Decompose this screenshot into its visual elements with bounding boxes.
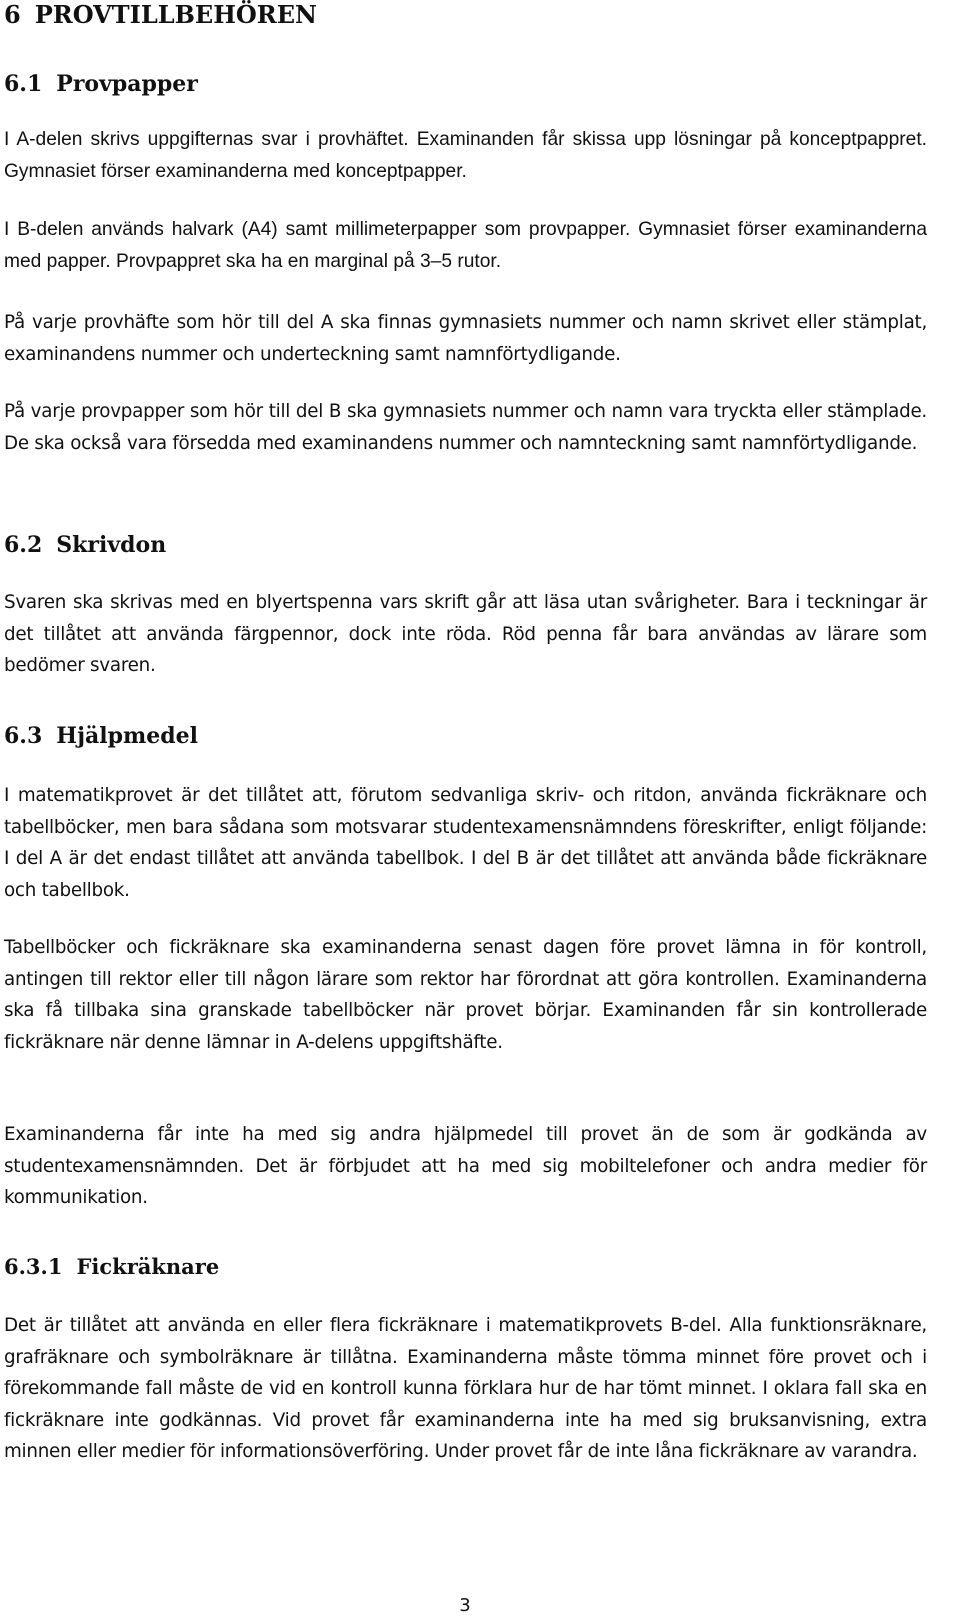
paragraph-skrivdon-1: Svaren ska skrivas med en blyertspenna vars skrift går att läsa utan svårigheter. Bara i teckningar är det tillåtet att använda färgpennor, dock inte röda. Röd penna får bara användas av lärare som bedömer svaren. xyxy=(4,592,927,677)
section-title: Provpapper xyxy=(56,71,198,97)
section-number: 6.2 xyxy=(4,532,43,558)
section-number: 6.3.1 xyxy=(4,1254,63,1279)
section-heading-6-2 xyxy=(4,531,166,559)
paragraph-fickraknare-1: Det är tillåtet att använda en eller flera fickräknare i matematikprovets B-del. Alla funktionsräknare, grafräknare och symbolräknare är tillåtna. Examinanderna måste tömma minnet före provet och i förekommande fall måste de vid en kontroll kunna förklara hur de har tömt minnet. I oklara fall ska en fickräknare inte godkännas. Vid provet får examinanderna inte ha med sig bruksanvisning, extra minnen eller medier för informationsöverföring. Under provet får de inte låna fickräknare av varandra. xyxy=(4,1315,927,1463)
section-heading-6 xyxy=(4,0,317,30)
section-title: PROVTILLBEHÖREN xyxy=(34,0,317,29)
paragraph-hjalpmedel-1: I matematikprovet är det tillåtet att, förutom sedvanliga skriv- och ritdon, använda fickräknare och tabellböcker, men bara sådana som motsvarar studentexamensnämndens föreskrifter, enligt följande: I del A är det endast tillåtet att använda tabellbok. I del B är det tillåtet att använda både fickräknare och tabellbok. xyxy=(4,785,927,901)
paragraph-provpapper-4: På varje provpapper som hör till del B ska gymnasiets nummer och namn vara tryckta eller stämplade. De ska också vara försedda med examinandens nummer och namnteckning samt namnförtydligande. xyxy=(4,401,927,454)
section-title: Fickräknare xyxy=(76,1254,220,1279)
section-number: 6.3 xyxy=(4,723,43,749)
section-number: 6 xyxy=(4,0,21,29)
section-title: Skrivdon xyxy=(56,532,167,558)
section-title: Hjälpmedel xyxy=(56,723,199,749)
paragraph-provpapper-3: På varje provhäfte som hör till del A ska finnas gymnasiets nummer och namn skrivet eller stämplat, examinandens nummer och underteckning samt namnförtydligande. xyxy=(4,312,927,365)
paragraph-hjalpmedel-2: Tabellböcker och fickräknare ska examinanderna senast dagen före provet lämna in för kontroll, antingen till rektor eller till någon lärare som rektor har förordnat att göra kontrollen. Examinanderna ska få tillbaka sina granskade tabellböcker när provet börjar. Examinanden får sin kontrollerade fickräknare när denne lämnar in A-delens uppgiftshäfte. xyxy=(4,937,927,1053)
paragraph-provpapper-2: I B-delen används halvark (A4) samt millimeterpapper som provpapper. Gymnasiet förser examinanderna med papper. Provpappret ska ha en marginal på 3–5 rutor. xyxy=(4,219,927,272)
section-heading-6-1 xyxy=(4,70,198,98)
paragraph-hjalpmedel-3: Examinanderna får inte ha med sig andra hjälpmedel till provet än de som är godkända av studentexamensnämnden. Det är förbjudet att ha med sig mobiltelefoner och andra medier för kommunikation. xyxy=(4,1124,927,1209)
section-heading-6-3 xyxy=(4,722,198,750)
section-number: 6.1 xyxy=(4,71,43,97)
paragraph-provpapper-1: I A-delen skrivs uppgifternas svar i provhäftet. Examinanden får skissa upp lösningar på konceptpappret. Gymnasiet förser examinanderna med konceptpapper. xyxy=(4,129,927,182)
section-heading-6-3-1 xyxy=(4,1253,219,1281)
page-number: 3 xyxy=(459,1595,471,1616)
